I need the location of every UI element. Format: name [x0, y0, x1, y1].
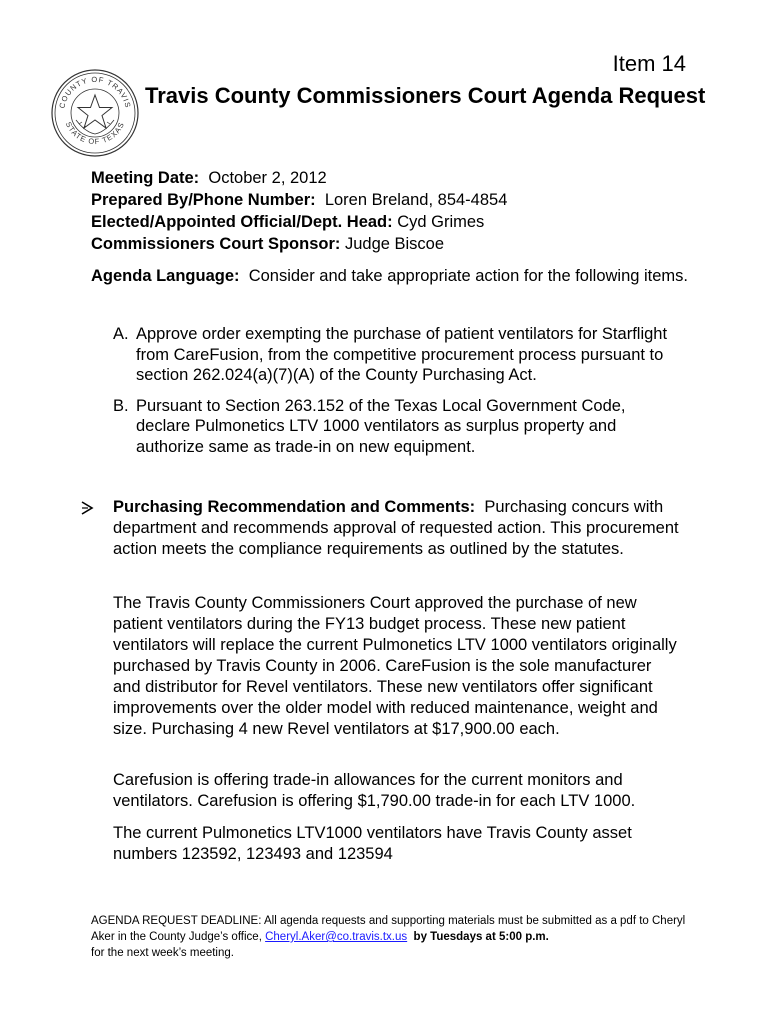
recommendation-label: Purchasing Recommendation and Comments: [113, 498, 476, 516]
deadline-time: by Tuesdays at 5:00 p.m. [413, 931, 549, 943]
email-link[interactable]: Cheryl.Aker@co.travis.tx.us [265, 931, 408, 943]
official-value: Cyd Grimes [397, 213, 485, 231]
sponsor-label: Commissioners Court Sponsor: [91, 235, 341, 253]
paragraph-trade-in: Carefusion is offering trade-in allowances for the current monitors and ventilators. Carefusion is offering $1,790.00 trade-in for each LTV 1000. [113, 771, 636, 810]
list-item-text: Pursuant to Section 263.152 of the Texas Local Government Code, declare Pulmonetics LTV 1000 ventilators as surplus property and authorize same as trade-in on new equipment. [136, 396, 626, 456]
sponsor-row [91, 233, 507, 255]
sponsor-value: Judge Biscoe [344, 235, 445, 253]
official-label: Elected/Appointed Official/Dept. Head: [91, 213, 393, 231]
meeting-date-value: October 2, 2012 [208, 169, 327, 187]
agenda-language [91, 266, 691, 287]
list-item-marker: B. [113, 396, 129, 415]
prepared-by-value: Loren Breland, 854-4854 [324, 191, 508, 209]
svg-text:STATE OF TEXAS: STATE OF TEXAS [63, 120, 127, 147]
deadline-text: AGENDA REQUEST DEADLINE: All agenda requests and supporting materials must be submitted as a pdf to Cheryl Aker in the County Judge’s office, [91, 915, 686, 943]
svg-text:COUNTY OF TRAVIS: COUNTY OF TRAVIS [57, 74, 133, 110]
list-item [113, 396, 673, 458]
prepared-by-row [91, 189, 507, 211]
agenda-items [113, 324, 673, 467]
meeting-info [91, 167, 507, 255]
page-title: Travis County Commissioners Court Agenda Request [145, 83, 706, 108]
arrow-bullet-icon [80, 497, 113, 560]
purchasing-recommendation [80, 497, 680, 560]
list-item-text: Approve order exempting the purchase of patient ventilators for Starflight from CareFusion, from the competitive procurement process pursuant to section 262.024(a)(7)(A) of the County Purchasing Act. [136, 325, 668, 384]
list-item-marker: A. [113, 325, 129, 343]
agenda-language-text: Consider and take appropriate action for the following items. [248, 267, 689, 285]
deadline-text-after: for the next week’s meeting. [91, 947, 234, 959]
deadline-note [91, 913, 691, 961]
recommendation-text: Purchasing concurs with department and recommends approval of requested action. This procurement action meets the compliance requirements as outlined by the statutes. [113, 498, 679, 558]
agenda-language-label: Agenda Language: [91, 267, 240, 285]
meeting-date-label: Meeting Date: [91, 169, 200, 187]
prepared-by-label: Prepared By/Phone Number: [91, 191, 316, 209]
item-number: Item 14 [612, 51, 686, 76]
meeting-date-row [91, 167, 507, 189]
official-row [91, 211, 507, 233]
paragraph-budget: The Travis County Commissioners Court approved the purchase of new patient ventilators during the FY13 budget process. These new patient ventilators will replace the current Pulmonetics LTV 1000 ventilators originally purchased by Travis County in 2006. CareFusion is the sole manufacturer and distributor for Revel ventilators. These new ventilators offer significant improvements over the older model with reduced maintenance, weight and size. Purchasing 4 new Revel ventilators at $17,900.00 each. [113, 594, 677, 738]
list-item [113, 324, 673, 386]
paragraph-asset-numbers: The current Pulmonetics LTV1000 ventilators have Travis County asset numbers 123592, 123493 and 123594 [113, 824, 632, 863]
county-seal-icon [50, 68, 140, 158]
